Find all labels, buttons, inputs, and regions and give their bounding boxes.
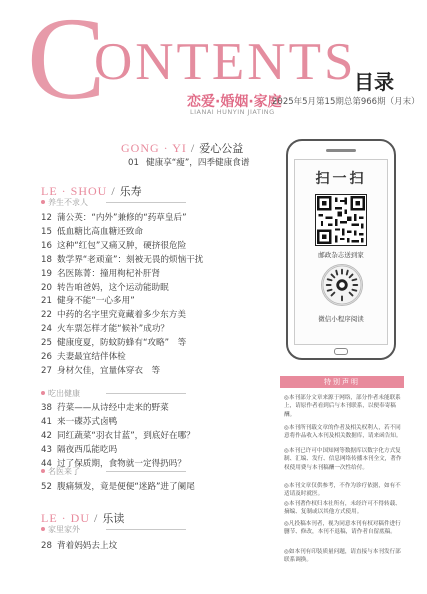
toc-entry[interactable] — [41, 281, 169, 293]
magazine-brand: 恋爱·婚姻·家庭 — [187, 94, 282, 110]
toc-entry[interactable] — [41, 211, 187, 223]
toc-entry[interactable] — [41, 336, 186, 348]
toc-entry-title: 健康享“瘦”，四季健康食谱 — [146, 158, 250, 168]
phone-frame — [286, 139, 396, 360]
toc-entry-title: 名医陈菁：撞用枸杞补肝肾 — [57, 268, 161, 279]
toc-page-number: 41 — [41, 416, 52, 427]
masthead — [0, 0, 427, 128]
toc-entry-title: 荇菜——从诗经中走来的野菜 — [57, 403, 169, 413]
subsection-heading: 吃出健康 — [48, 389, 80, 398]
toc-page-number: 38 — [41, 403, 52, 413]
toc-entry[interactable] — [41, 294, 135, 306]
toc-entry[interactable] — [41, 225, 143, 237]
toc-entry-title: 火车票怎样才能“候补”成功？ — [57, 324, 170, 335]
notice-paragraph: ◎本刊部分文章来源于网络，部分作者未能联系上，请原作者看到后与本刊联系，以便奉寄稿酬。 — [284, 395, 401, 418]
toc-page-number: 42 — [41, 430, 52, 441]
section-heading-slash: / — [107, 184, 120, 198]
subsection-rule — [106, 393, 186, 394]
toc-page-number: 44 — [41, 458, 52, 469]
toc-entry[interactable] — [128, 156, 249, 168]
subsection-heading: 名医来了 — [48, 467, 80, 476]
toc-page-number: 22 — [41, 310, 52, 321]
section-heading-slash: / — [90, 511, 103, 525]
toc-entry[interactable] — [41, 364, 160, 376]
toc-entry-title: 转告咱爸妈，这个运动能助眠 — [57, 282, 169, 293]
toc-page-number: 15 — [41, 226, 52, 237]
toc-entry-title: 低血糖比高血糖还致命 — [57, 226, 143, 237]
notice-paragraph: ◎本刊著作权归本社所有，未经许可不得转载、摘编、复制或以其他方式使用。 — [284, 501, 401, 516]
toc-page-number: 24 — [41, 324, 52, 335]
scan-title: 扫一扫 — [315, 171, 367, 187]
toc-entry-title: 隔夜西瓜能吃吗 — [57, 444, 118, 455]
qr-code-icon[interactable] — [315, 194, 367, 246]
toc-entry-title: 健身不能“一心多用” — [57, 296, 135, 307]
logo-contents: ONTENTS — [94, 33, 357, 91]
subsection-rule — [106, 202, 186, 203]
toc-entry[interactable] — [41, 443, 117, 455]
section-heading-cn: 乐寿 — [119, 185, 142, 198]
toc-entry[interactable] — [41, 308, 186, 320]
toc-entry[interactable] — [41, 401, 169, 413]
section-heading-en: LE · DU — [41, 511, 90, 525]
notice-paragraph: ◎凡投稿本刊者，视为同意本刊有权对稿件进行删节、修改，本刊不退稿，请作者自留底稿。 — [284, 521, 401, 536]
toc-entry-title: 这种“红包”又痛又肿，硬挤很危险 — [57, 240, 187, 251]
toc-entry-title: 过了保质期，食物就一定得扔吗？ — [57, 458, 186, 469]
section-heading-en: LE · SHOU — [41, 184, 108, 198]
mini-program-label: 微信小程序阅读 — [318, 315, 364, 323]
toc-entry[interactable] — [41, 429, 195, 441]
toc-page-number: 25 — [41, 338, 52, 349]
toc-entry-title: 身材欠佳，宜量体穿衣 等 — [57, 365, 161, 376]
page-title: 目录 — [354, 70, 394, 94]
toc-entry-title: 蒲公英：“内外”兼修的“药草皇后” — [57, 213, 187, 223]
phone-home-button — [334, 348, 348, 355]
toc-entry[interactable] — [41, 539, 117, 551]
toc-entry[interactable] — [41, 350, 126, 362]
toc-entry[interactable] — [41, 267, 160, 279]
section-heading-cn: 乐读 — [102, 512, 125, 525]
section-heading-slash: / — [186, 141, 200, 155]
toc-entry-title: 健康度夏，防蚊防蜂有“攻略” 等 — [57, 338, 187, 349]
toc-page-number: 52 — [41, 482, 52, 492]
toc-page-number: 28 — [41, 541, 52, 551]
magazine-pinyin: LIANAI HUNYIN JIATING — [190, 108, 275, 116]
toc-page-number: 12 — [41, 213, 52, 223]
subsection-dot — [41, 200, 45, 204]
toc-entry-title: 来一碟苏式卤鸭 — [57, 416, 118, 427]
toc-page-number: 16 — [41, 240, 52, 251]
toc-entry-title: 同红蔬菜“羽衣甘蓝”，到底好在哪？ — [57, 430, 195, 441]
toc-entry[interactable] — [41, 253, 203, 265]
toc-page-number: 01 — [128, 158, 139, 168]
section-heading-cn: 爱心公益 — [199, 142, 244, 155]
logo-big-c: C — [27, 0, 106, 124]
mini-program-icon[interactable] — [321, 264, 363, 306]
toc-page-number: 27 — [41, 365, 52, 376]
section-heading-en: GONG · YI — [121, 141, 187, 155]
toc-entry-title: 数学界“老顽童”：刻被无畏的烦恼干扰 — [57, 254, 204, 265]
toc-page-number: 19 — [41, 268, 52, 279]
notice-paragraph: ◎本刊文章仅供参考，不作为诊疗依据，如有不适请及时就医。 — [284, 483, 401, 498]
toc-page-number: 26 — [41, 352, 52, 362]
toc-page-number: 43 — [41, 444, 52, 455]
notice-paragraph: ◎本刊所刊载文章的作者及相关权利人，若不同意将作品收入本刊及相关数据库，请来函告知。 — [284, 425, 402, 440]
toc-page-number: 21 — [41, 296, 52, 307]
phone-speaker — [326, 149, 356, 152]
subsection-rule — [106, 529, 186, 530]
subsection-dot — [41, 469, 45, 473]
toc-entry-title: 中药的名字里究竟藏着多少东方美 — [57, 310, 186, 321]
qr-label: 邮政杂志送到家 — [318, 251, 364, 259]
notice-paragraph: ◎如本刊有印装质量问题，请直接与本刊发行部联系调换。 — [284, 549, 401, 564]
phone-screen — [294, 159, 388, 345]
notice-paragraph: ◎本刊已许可中国知网等数据库以数字化方式复制、汇编、发行、信息网络传播本刊全文，著作权使用费与本刊稿酬一次性给付。 — [284, 448, 402, 471]
toc-entry-title: 腹痛频发，竟是便便“迷路”进了阑尾 — [57, 482, 195, 492]
toc-entry[interactable] — [41, 415, 117, 427]
subsection-dot — [41, 527, 45, 531]
toc-entry[interactable] — [41, 322, 169, 334]
subsection-heading: 家里家外 — [48, 525, 80, 534]
toc-entry-title: 夫妻最宜结伴体检 — [57, 352, 126, 362]
toc-page-number: 20 — [41, 282, 52, 293]
section-heading — [121, 140, 243, 156]
notice-title: 特别声明 — [280, 376, 404, 388]
subsection-dot — [41, 391, 45, 395]
toc-entry[interactable] — [41, 239, 186, 251]
toc-page-number: 18 — [41, 254, 52, 265]
subsection-heading: 养生不求人 — [48, 198, 88, 207]
subsection-rule — [106, 471, 186, 472]
toc-entry[interactable] — [41, 480, 195, 492]
toc-entry-title: 背着妈妈去上坟 — [57, 541, 118, 551]
issue-info: 2025年5月第15期总第966期（月末） — [272, 97, 420, 107]
